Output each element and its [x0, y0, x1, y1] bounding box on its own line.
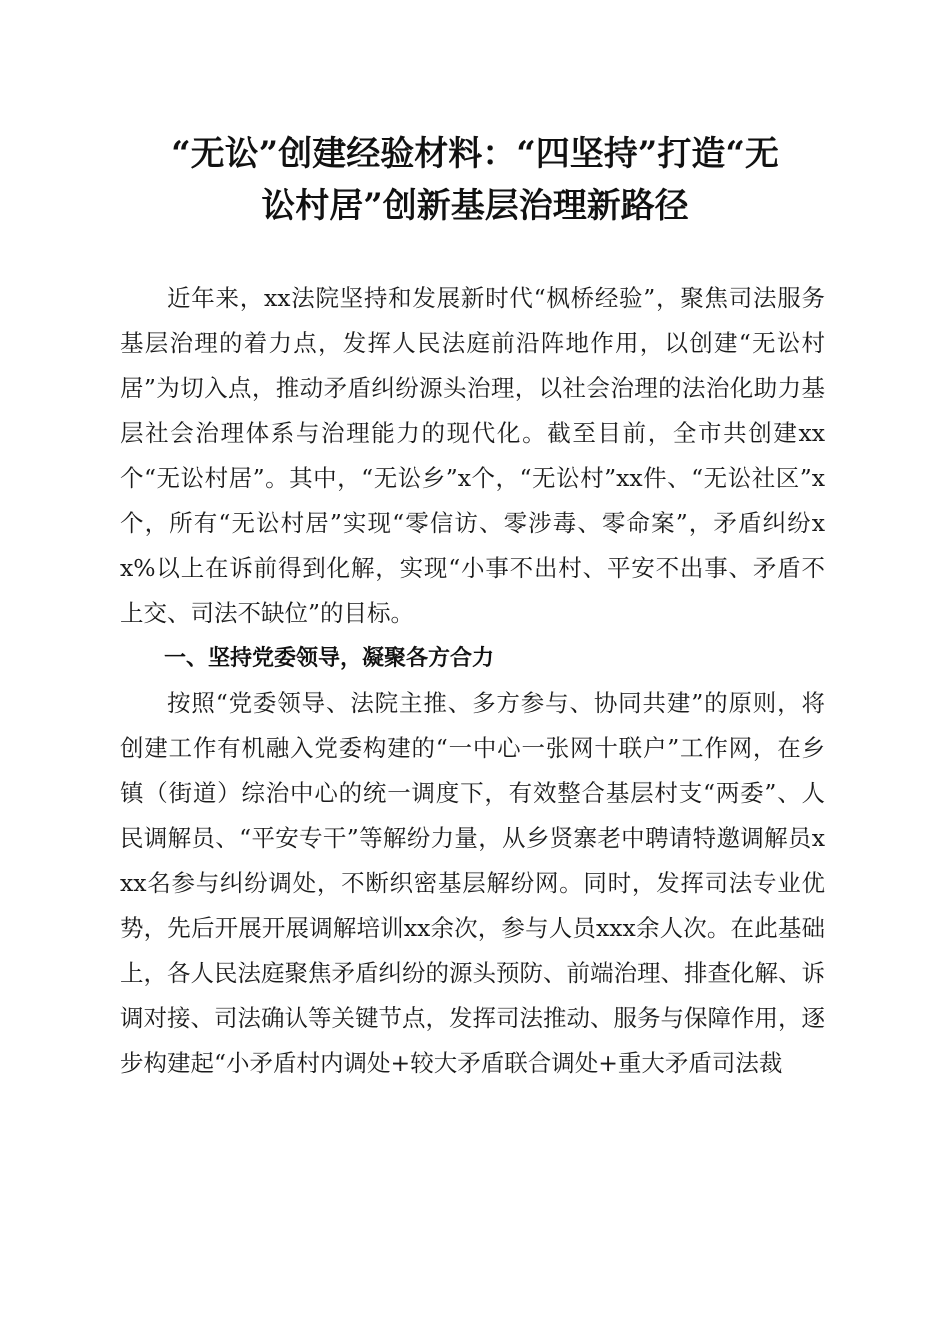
intro-paragraph: 近年来，xx法院坚持和发展新时代“枫桥经验”，聚焦司法服务基层治理的着力点，发挥人民法庭前沿阵地作用，以创建“无讼村居”为切入点，推动矛盾纠纷源头治理，以社会治理的法治化助力基层社会治理体系与治理能力的现代化。截至目前，全市共创建xx个“无讼村居”。其中，“无讼乡”x个，“无讼村”xx件、“无讼社区”x个，所有“无讼村居”实现“零信访、零涉毒、零命案”，矛盾纠纷xx%以上在诉前得到化解，实现“小事不出村、平安不出事、矛盾不上交、司法不缺位”的目标。 [120, 284, 825, 627]
section-1-paragraph: 按照“党委领导、法院主推、多方参与、协同共建”的原则，将创建工作有机融入党委构建的“一中心一张网十联户”工作网，在乡镇（街道）综治中心的统一调度下，有效整合基层村支“两委”、人民调解员、“平安专干”等解纷力量，从乡贤寨老中聘请特邀调解员xxx名参与纠纷调处，不断织密基层解纷网。同时，发挥司法专业优势，先后开展开展调解培训xx余次，参与人员xxx余人次。在此基础上，各人民法庭聚焦矛盾纠纷的源头预防、前端治理、排查化解、诉调对接、司法确认等关键节点，发挥司法推动、服务与保障作用，逐步构建起“小矛盾村内调处+较大矛盾联合调处+重大矛盾司法裁 [120, 689, 825, 1077]
document-title [100, 128, 850, 232]
title-line-2: 讼村居”创新基层治理新路径 [261, 186, 689, 226]
document-body [120, 276, 825, 1086]
title-line-1: “无讼”创建经验材料：“四坚持”打造“无 [171, 134, 779, 174]
section-1-heading: 一、坚持党委领导，凝聚各方合力 [164, 646, 495, 671]
